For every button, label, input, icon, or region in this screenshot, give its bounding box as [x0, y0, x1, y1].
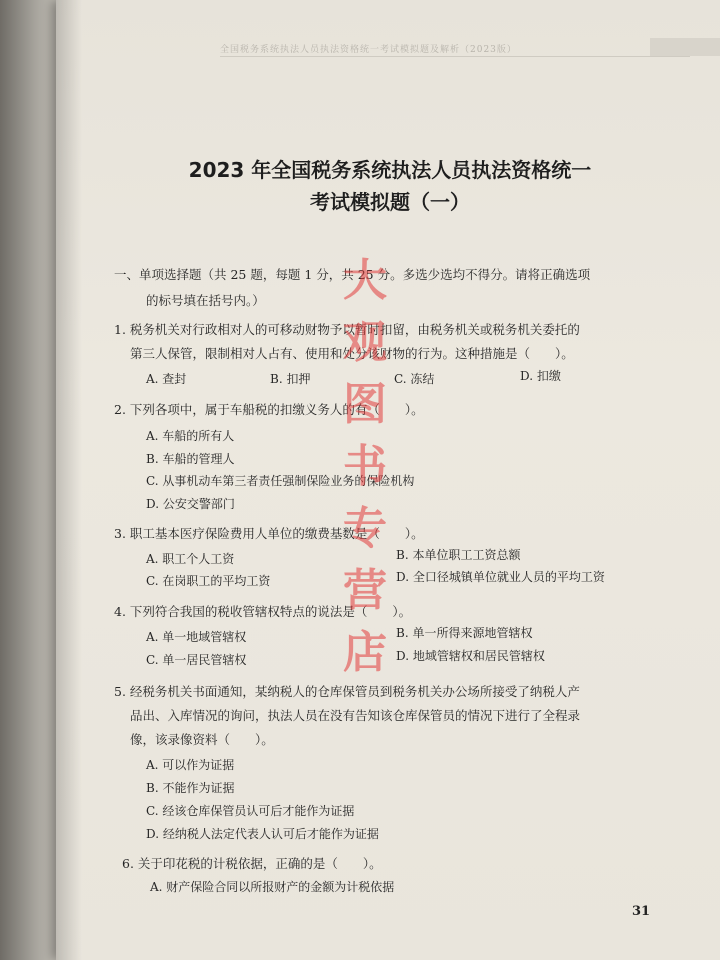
- question-6-option-a: A. 财产保险合同以所报财产的金额为计税依据: [150, 880, 395, 894]
- shop-watermark: 大观图书专营店: [343, 255, 387, 678]
- exam-title-line2: 考试模拟题（一）: [310, 190, 470, 214]
- question-4-option-a: A. 单一地域管辖权: [146, 630, 247, 644]
- question-3-option-d: D. 全口径城镇单位就业人员的平均工资: [396, 570, 605, 584]
- question-5-line1: 5. 经税务机关书面通知，某纳税人的仓库保管员到税务机关办公场所接受了纳税人产: [114, 684, 580, 699]
- question-2-option-b: B. 车船的管理人: [146, 452, 235, 466]
- section-heading-line1: 一、单项选择题（共 25 题，每题 1 分，共 25 分。多选少选均不得分。请将正确选项: [114, 267, 591, 282]
- question-3-option-b: B. 本单位职工工资总额: [396, 548, 521, 562]
- question-6-line1: 6. 关于印花税的计税依据，正确的是（ ）。: [122, 856, 382, 871]
- question-5-line2: 品出、入库情况的询问，执法人员在没有告知该仓库保管员的情况下进行了全程录: [130, 708, 581, 723]
- question-1-option-d: D. 扣缴: [520, 369, 561, 383]
- question-4-option-c: C. 单一居民管辖权: [146, 653, 247, 667]
- question-3-option-a: A. 职工个人工资: [146, 552, 235, 566]
- question-5-option-b: B. 不能作为证据: [146, 781, 235, 795]
- book-left-page-edge: [0, 0, 62, 960]
- question-2-option-c: C. 从事机动车第三者责任强制保险业务的保险机构: [146, 474, 415, 488]
- question-1-line2: 第三人保管，限制相对人占有、使用和处分该财物的行为。这种措施是（ ）。: [130, 346, 574, 361]
- section-heading-line2: 的标号填在括号内。）: [146, 293, 265, 308]
- question-4-option-d: D. 地域管辖权和居民管辖权: [396, 649, 545, 663]
- question-4-option-b: B. 单一所得来源地管辖权: [396, 626, 533, 640]
- question-4-line1: 4. 下列符合我国的税收管辖权特点的说法是（ ）。: [114, 604, 412, 619]
- question-1-option-a: A. 查封: [146, 372, 187, 386]
- question-1-option-b: B. 扣押: [270, 372, 311, 386]
- question-5-option-a: A. 可以作为证据: [146, 758, 235, 772]
- exam-title-line1: 2023 年全国税务系统执法人员执法资格统一: [188, 158, 592, 182]
- question-5-option-c: C. 经该仓库保管员认可后才能作为证据: [146, 804, 355, 818]
- question-2-line1: 2. 下列各项中，属于车船税的扣缴义务人的有（ ）。: [114, 402, 424, 417]
- question-1-option-c: C. 冻结: [394, 372, 435, 386]
- question-1-line1: 1. 税务机关对行政相对人的可移动财物予以暂时扣留，由税务机关或税务机关委托的: [114, 322, 580, 337]
- question-2-option-a: A. 车船的所有人: [146, 429, 235, 443]
- page-number: 31: [632, 904, 651, 919]
- question-5-option-d: D. 经纳税人法定代表人认可后才能作为证据: [146, 827, 379, 841]
- running-header: 全国税务系统执法人员执法资格统一考试模拟题及解析（2023版）: [220, 42, 690, 57]
- question-2-option-d: D. 公安交警部门: [146, 497, 235, 511]
- question-3-line1: 3. 职工基本医疗保险费用人单位的缴费基数是（ ）。: [114, 526, 424, 541]
- question-3-option-c: C. 在岗职工的平均工资: [146, 574, 271, 588]
- page-fold-shadow: [56, 0, 82, 960]
- question-5-line3: 像，该录像资料（ ）。: [130, 732, 274, 747]
